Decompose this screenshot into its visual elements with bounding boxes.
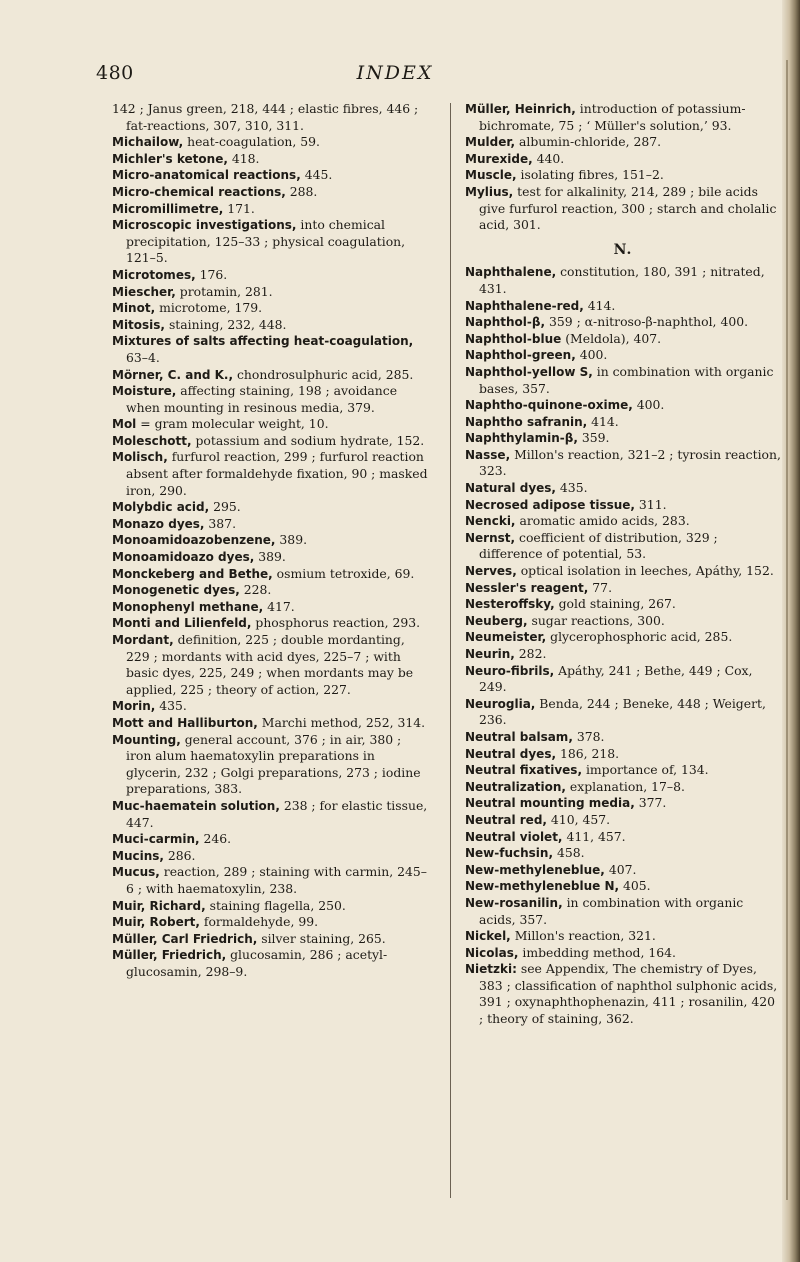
entry-headword: Murexide,	[465, 151, 533, 166]
entry-headword: Morin,	[112, 699, 156, 714]
entry-references: imbedding method, 164.	[518, 944, 676, 960]
entry-references: Apáthy, 241 ; Bethe, 449 ; Cox, 249.	[479, 662, 753, 695]
entry-references: staining flagella, 250.	[205, 897, 346, 913]
entry-references: potassium and sodium hydrate, 152.	[191, 432, 425, 448]
index-entry	[112, 931, 428, 948]
book-spine-shadow	[782, 0, 800, 1262]
entry-references: gold staining, 267.	[554, 596, 676, 612]
entry-references: glucosamin, 286 ; acetyl-glucosamin, 298–9.	[126, 947, 388, 979]
index-entry	[112, 798, 428, 831]
entry-references: 435.	[555, 480, 588, 496]
entry-headword: Mixtures of salts affecting heat-coagulation,	[112, 334, 414, 349]
entry-headword: Moisture,	[112, 384, 177, 399]
right-index-column	[465, 101, 781, 1028]
entry-references: reaction, 289 ; staining with carmin, 245–6 ; with haematoxylin, 238.	[126, 864, 427, 896]
entry-headword: Molybdic acid,	[112, 500, 210, 515]
entry-references: heat-coagulation, 59.	[183, 134, 320, 150]
entry-references: 359.	[577, 430, 610, 446]
index-entry	[112, 848, 428, 865]
right-column-m-entries	[465, 101, 781, 234]
index-entry	[465, 314, 781, 331]
entry-headword: Monckeberg and Bethe,	[112, 566, 273, 581]
entry-references: 238 ; for elastic tissue, 447.	[126, 797, 428, 830]
entry-references: introduction of potassium-bichromate, 75 ; ‘ Müller's solution,’ 93.	[479, 101, 746, 133]
index-entry	[465, 580, 781, 597]
entry-headword: Molisch,	[112, 450, 168, 465]
index-entry	[465, 530, 781, 563]
section-letter-n: N.	[613, 241, 633, 258]
index-entry	[465, 746, 781, 763]
index-entry	[465, 497, 781, 514]
entry-references: coefficient of distribution, 329 ; difference of potential, 53.	[479, 529, 718, 562]
index-entry	[112, 284, 428, 301]
index-entry	[112, 184, 428, 201]
index-entry	[465, 414, 781, 431]
index-entry	[465, 696, 781, 729]
entry-references: Benda, 244 ; Beneke, 448 ; Weigert, 236.	[479, 695, 766, 728]
index-entry	[465, 895, 781, 928]
index-entry	[465, 167, 781, 184]
index-entry	[465, 795, 781, 812]
entry-references: phosphorus reaction, 293.	[251, 615, 421, 631]
entry-references: test for alkalinity, 214, 289 ; bile acids give furfurol reaction, 300 ; starch and cholalic acid, 301.	[479, 183, 777, 233]
entry-references: 186, 218.	[556, 745, 620, 761]
entry-headword: Neutral red,	[465, 812, 547, 827]
index-entry	[112, 516, 428, 533]
index-entry	[465, 184, 781, 234]
index-entry	[112, 914, 428, 931]
entry-headword: Necrosed adipose tissue,	[465, 497, 635, 512]
entry-references: albumin-chloride, 287.	[515, 134, 662, 150]
index-entry	[112, 732, 428, 798]
index-entry	[465, 331, 781, 348]
index-entry	[112, 333, 428, 366]
entry-headword: Neumeister,	[465, 630, 547, 645]
entry-headword: Nietzki:	[465, 962, 517, 977]
index-entry	[465, 151, 781, 168]
entry-references: 440.	[532, 150, 565, 166]
index-entry	[112, 134, 428, 151]
entry-headword: Muir, Robert,	[112, 915, 200, 930]
entry-headword: Monogenetic dyes,	[112, 583, 240, 598]
entry-headword: Neutral mounting media,	[465, 796, 635, 811]
index-entry	[465, 812, 781, 829]
index-entry	[465, 397, 781, 414]
index-entry	[112, 947, 428, 980]
index-entry	[465, 563, 781, 580]
entry-headword: Micro-chemical reactions,	[112, 184, 286, 199]
entry-headword: Mucins,	[112, 848, 164, 863]
left-index-column	[112, 101, 428, 980]
entry-headword: Nickel,	[465, 929, 511, 944]
entry-references: 405.	[619, 878, 651, 894]
index-entry	[465, 480, 781, 497]
entry-references: silver staining, 265.	[257, 930, 386, 946]
page-header	[0, 62, 790, 92]
entry-references: in combination with organic acids, 357.	[479, 894, 744, 927]
index-entry	[112, 217, 428, 267]
entry-references: 387.	[204, 515, 237, 531]
entry-references: 414.	[583, 297, 616, 313]
entry-references: aromatic amido acids, 283.	[515, 513, 690, 529]
entry-references: 389.	[275, 532, 308, 548]
index-entry	[465, 430, 781, 447]
index-entry	[465, 264, 781, 297]
entry-headword: Moleschott,	[112, 433, 192, 448]
entry-headword: Nesteroffsky,	[465, 597, 555, 612]
index-entry	[112, 582, 428, 599]
entry-headword: Neutral balsam,	[465, 729, 573, 744]
entry-headword: Neutralization,	[465, 779, 566, 794]
index-entry	[112, 632, 428, 698]
entry-references: 417.	[263, 598, 295, 614]
index-entry	[112, 317, 428, 334]
index-entry	[465, 928, 781, 945]
entry-references: 176.	[195, 266, 228, 282]
entry-references: optical isolation in leeches, Apáthy, 152.	[516, 563, 774, 579]
entry-headword: Michailow,	[112, 135, 184, 150]
index-entry	[112, 151, 428, 168]
entry-references: 77.	[588, 579, 613, 595]
entry-references: 286.	[163, 847, 196, 863]
entry-headword: New-fuchsin,	[465, 846, 554, 861]
entry-references: 418.	[227, 150, 260, 166]
entry-references: into chemical precipitation, 125–33 ; physical coagulation, 121–5.	[126, 217, 406, 266]
entry-references: 407.	[604, 861, 637, 877]
entry-headword: New-methyleneblue N,	[465, 879, 620, 894]
entry-references: 414.	[587, 413, 619, 429]
entry-headword: Monoamidoazo dyes,	[112, 550, 255, 565]
page-number: 480	[96, 62, 134, 84]
entry-references: staining, 232, 448.	[165, 316, 287, 332]
index-entry	[112, 499, 428, 516]
entry-references: 377.	[634, 795, 667, 811]
entry-references: explanation, 17–8.	[565, 778, 685, 794]
entry-headword: Neuroglia,	[465, 696, 536, 711]
entry-references: (Meldola), 407.	[561, 330, 662, 346]
entry-references: = gram molecular weight, 10.	[136, 416, 329, 432]
entry-headword: Mylius,	[465, 184, 514, 199]
index-entry	[112, 898, 428, 915]
index-entry	[112, 599, 428, 616]
entry-references: importance of, 134.	[582, 762, 709, 778]
entry-headword: Nessler's reagent,	[465, 580, 589, 595]
entry-headword: Muir, Richard,	[112, 898, 206, 913]
entry-headword: Naphtho safranin,	[465, 414, 588, 429]
entry-references: 282.	[514, 646, 547, 661]
entry-headword: Mitosis,	[112, 317, 165, 332]
entry-headword: Microscopic investigations,	[112, 218, 297, 233]
entry-references: 228.	[239, 582, 272, 598]
entry-headword: Neurin,	[465, 647, 515, 661]
entry-headword: Neutral fixatives,	[465, 763, 583, 778]
entry-references: 389.	[254, 549, 286, 565]
entry-headword: Monophenyl methane,	[112, 599, 264, 614]
entry-headword: Michler's ketone,	[112, 151, 228, 166]
entry-headword: Müller, Heinrich,	[465, 102, 576, 116]
entry-headword: Monoamidoazobenzene,	[112, 533, 276, 548]
entry-references: constitution, 180, 391 ; nitrated, 431.	[479, 264, 765, 296]
entry-references: Millon's reaction, 321–2 ; tyrosin reaction, 323.	[479, 446, 781, 479]
entry-headword: Nencki,	[465, 514, 516, 529]
index-entry	[465, 347, 781, 364]
entry-references: 295.	[209, 499, 241, 515]
entry-headword: New-rosanilin,	[465, 895, 563, 910]
entry-references: 288.	[285, 183, 318, 199]
entry-headword: Mörner, C. and K.,	[112, 367, 234, 382]
entry-references: 445.	[300, 167, 333, 183]
index-entry	[112, 831, 428, 848]
index-entry	[112, 566, 428, 583]
entry-headword: Müller, Carl Friedrich,	[112, 931, 258, 946]
entry-references: 400.	[632, 397, 665, 413]
entry-references: 378.	[572, 728, 605, 744]
index-entry	[465, 101, 781, 134]
entry-references: 359 ; α-nitroso-β-naphthol, 400.	[545, 314, 749, 330]
running-head: INDEX	[356, 62, 434, 84]
index-entry	[465, 298, 781, 315]
index-entry	[112, 549, 428, 566]
entry-headword: Naphthylamin-β,	[465, 431, 578, 446]
index-entry	[465, 961, 781, 1027]
column-divider	[450, 103, 451, 1198]
entry-headword: Nerves,	[465, 564, 517, 579]
index-entry	[465, 613, 781, 630]
entry-references: 142 ; Janus green, 218, 444 ; elastic fibres, 446 ; fat-reactions, 307, 310, 311.	[112, 101, 419, 133]
entry-headword: Neuberg,	[465, 613, 528, 628]
index-entry	[465, 829, 781, 846]
entry-headword: Naphtho-quinone-oxime,	[465, 398, 633, 413]
entry-references: in combination with organic bases, 357.	[479, 363, 774, 396]
entry-headword: Monazo dyes,	[112, 516, 205, 531]
index-entry	[112, 167, 428, 184]
entry-references: furfurol reaction, 299 ; furfurol reaction absent after formaldehyde fixation, 90 ; masked iron, 290.	[126, 449, 428, 498]
index-entry	[465, 663, 781, 696]
entry-headword: Naphthol-β,	[465, 315, 546, 330]
index-entry	[465, 447, 781, 480]
entry-references: Marchi method, 252, 314.	[257, 714, 426, 730]
entry-headword: Muc-haematein solution,	[112, 798, 280, 813]
entry-references: sugar reactions, 300.	[527, 612, 665, 628]
entry-references: microtome, 179.	[155, 300, 263, 316]
index-entry	[465, 729, 781, 746]
index-entry	[465, 945, 781, 962]
index-entry	[112, 715, 428, 732]
entry-headword: Microtomes,	[112, 267, 196, 282]
entry-headword: Natural dyes,	[465, 481, 556, 496]
entry-headword: Micro-anatomical reactions,	[112, 168, 301, 183]
entry-headword: Minot,	[112, 301, 156, 316]
index-entry	[112, 383, 428, 416]
entry-references: 400.	[575, 347, 608, 363]
entry-references: see Appendix, The chemistry of Dyes, 383 ; classification of naphthol sulphonic acids, 391 ; oxynaphthophenazin, 411 ; rosanilin, 420 ; theory of staining, 362.	[479, 961, 778, 1027]
entry-headword: New-methyleneblue,	[465, 862, 605, 877]
entry-references: Millon's reaction, 321.	[510, 928, 656, 944]
entry-references: 410, 457.	[546, 811, 611, 827]
right-column-n-entries	[465, 264, 781, 1027]
entry-headword: Mucus,	[112, 865, 160, 880]
index-entry	[465, 646, 781, 663]
entry-references: 171.	[223, 200, 255, 216]
index-entry	[465, 364, 781, 397]
entry-references: 411, 457.	[562, 828, 626, 844]
entry-headword: Naphthol-blue	[465, 331, 562, 346]
index-entry	[465, 134, 781, 151]
entry-headword: Naphthol-yellow S,	[465, 364, 593, 379]
index-entry	[465, 513, 781, 530]
entry-headword: Muscle,	[465, 168, 517, 183]
entry-references: osmium tetroxide, 69.	[272, 565, 415, 581]
index-entry	[112, 367, 428, 384]
entry-references: formaldehyde, 99.	[199, 914, 319, 930]
entry-headword: Mulder,	[465, 135, 516, 150]
entry-headword: Neutral dyes,	[465, 746, 557, 761]
entry-references: 458.	[553, 845, 585, 861]
entry-headword: Naphthalene-red,	[465, 298, 584, 313]
entry-headword: Mol	[112, 417, 137, 432]
index-entry	[465, 629, 781, 646]
index-entry	[112, 267, 428, 284]
index-entry	[465, 779, 781, 796]
entry-headword: Neuro-fibrils,	[465, 663, 555, 678]
entry-references: 246.	[199, 831, 232, 847]
index-entry	[465, 878, 781, 895]
entry-references: chondrosulphuric acid, 285.	[233, 366, 414, 382]
entry-references: definition, 225 ; double mordanting, 229 ; mordants with acid dyes, 225–7 ; with basic dyes, 225, 249 ; when mordants may be applied, 225 ; theory of action, 227.	[126, 632, 414, 697]
entry-references: affecting staining, 198 ; avoidance when mounting in resinous media, 379.	[126, 383, 398, 415]
entry-references: glycerophosphoric acid, 285.	[546, 629, 733, 645]
entry-references: 311.	[634, 496, 667, 512]
entry-references: isolating fibres, 151–2.	[516, 167, 664, 183]
entry-headword: Neutral violet,	[465, 829, 563, 844]
index-entry	[112, 532, 428, 549]
entry-headword: Nasse,	[465, 447, 511, 462]
index-entry	[465, 762, 781, 779]
entry-headword: Naphthol-green,	[465, 348, 576, 363]
entry-headword: Mott and Halliburton,	[112, 715, 258, 730]
index-entry	[112, 615, 428, 632]
entry-references: 63–4.	[126, 349, 160, 365]
index-entry	[112, 864, 428, 897]
entry-headword: Nicolas,	[465, 945, 519, 960]
entry-headword: Mordant,	[112, 633, 174, 647]
index-entry	[112, 300, 428, 317]
index-entry	[112, 416, 428, 433]
index-entry	[465, 596, 781, 613]
entry-headword: Miescher,	[112, 284, 176, 299]
index-entry	[465, 862, 781, 879]
entry-headword: Monti and Lilienfeld,	[112, 616, 252, 631]
index-entry	[112, 201, 428, 218]
entry-references: 435.	[155, 698, 187, 714]
entry-references: protamin, 281.	[175, 283, 273, 299]
index-entry	[112, 698, 428, 715]
index-entry	[112, 449, 428, 499]
page-edge-line	[786, 60, 788, 1200]
entry-references: general account, 376 ; in air, 380 ; iron alum haematoxylin preparations in glycerin, 232 ; Golgi preparations, 273 ; iodine preparations, 383.	[126, 731, 421, 797]
index-entry	[465, 845, 781, 862]
index-entry	[112, 433, 428, 450]
index-entry	[112, 101, 428, 134]
entry-headword: Mounting,	[112, 732, 181, 747]
entry-headword: Naphthalene,	[465, 265, 557, 280]
entry-headword: Muci-carmin,	[112, 832, 200, 847]
entry-headword: Nernst,	[465, 530, 516, 545]
entry-headword: Müller, Friedrich,	[112, 948, 227, 963]
entry-headword: Micromillimetre,	[112, 201, 224, 216]
